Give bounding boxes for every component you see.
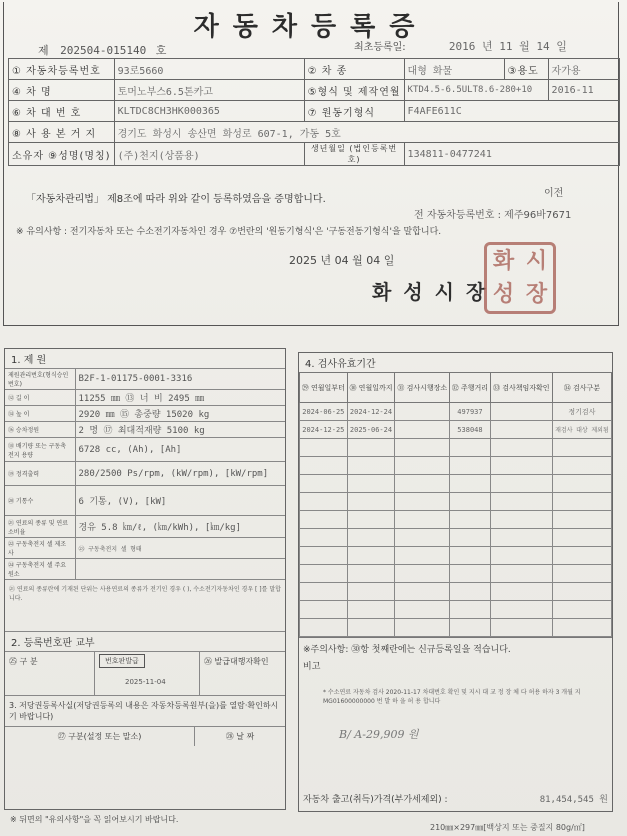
spec-value: 11255 ㎜ ⑬ 너 비 2495 ㎜ (75, 390, 285, 406)
spec-key: ⑫ 길 이 (5, 390, 75, 406)
issue-date: 2025 년 04 월 04 일 (289, 254, 395, 267)
spec-key: ⑯ 승차정원 (5, 422, 75, 438)
issuer-name: 화성시장 (372, 280, 498, 304)
spec-value: ㉓ 구동축전지 셀 형태 (75, 538, 285, 559)
f6-label: ⑥ 차 대 번 호 (9, 101, 115, 122)
mileage: 497937 (450, 403, 490, 421)
f5-value: KTD4.5-6.5ULT8.6-280+10 (404, 80, 548, 101)
spec-value: 2920 ㎜ ⑮ 총중량 15020 kg (75, 406, 285, 422)
f3-value: 자가용 (548, 59, 619, 80)
owner-label: 소유자 (12, 150, 44, 162)
seal-char: 화 (492, 249, 515, 274)
seal-char: 성 (492, 282, 515, 307)
f9-label: ⑨성명(명칭) (48, 150, 111, 162)
reg-no-label: 제 (38, 44, 49, 57)
to-date: 2024-12-24 (347, 403, 395, 421)
reg-no-value: 202504-015140 (60, 44, 147, 57)
notice-text: ※ 유의사항 : 전기자동차 또는 수소전기자동차인 경우 ⑦번란의 '원동기형식'은 '구동전동기형식'을 말합니다. (16, 227, 442, 237)
f2-value: 대형 화물 (404, 59, 504, 80)
from-date: 2024-12-25 (300, 421, 348, 439)
mortgage-header (5, 726, 285, 746)
mileage: 538048 (450, 421, 490, 439)
table-row (300, 421, 612, 439)
mortgage-date-label: ㉘ 날 짜 (225, 732, 255, 741)
inspection-table (299, 372, 612, 637)
plate-stamp: 번호판발급 (99, 654, 145, 668)
mortgage-type-label: ㉗ 구분(설정 또는 말소) (5, 727, 195, 746)
plate-heading: 2. 등록번호판 교부 (5, 631, 285, 651)
f5-date: 2016-11 (548, 80, 619, 101)
f4-label: ④ 차 명 (9, 80, 115, 101)
plate-type-label: ㉕ 구 분 (5, 652, 95, 695)
confirm (490, 421, 552, 439)
previous-reg-number: 전 자동차등록번호 : 제주96바7671 (414, 210, 572, 221)
f6-value: KLTDC8CH3HK000365 (114, 101, 304, 122)
spec-value: 6 기통, (V), [kW] (75, 486, 285, 516)
remark-label: 비고 (303, 662, 321, 672)
spec-value: 2 명 ⑰ 최대적재량 5100 kg (75, 422, 285, 438)
first-registration (354, 38, 567, 54)
table-row (300, 403, 612, 421)
f7-value: F4AFE611C (404, 101, 619, 122)
spec-value (75, 559, 285, 580)
specs-heading: 1. 제 원 (11, 355, 47, 366)
f10-label: 생년월일 (법인등록번호) (304, 143, 404, 166)
inspection-note: ※주의사항: ㉚항 첫째란에는 신규등록일을 적습니다. (299, 637, 612, 659)
seal-char: 시 (525, 249, 548, 274)
f2-label: ② 차 종 (304, 59, 404, 80)
specs-panel (4, 348, 286, 810)
handwritten-note: B/ A-29,909 원 (339, 728, 419, 741)
f10-value: 134811-0477241 (404, 143, 619, 166)
seal-char: 장 (525, 282, 548, 307)
registration-number (38, 42, 166, 58)
registration-section (3, 2, 619, 326)
spec-key: ㉔ 구동축전지 셀 주요 원소 (5, 559, 75, 580)
paper-size: 210㎜×297㎜[백상지 또는 중질지 80g/㎡] (430, 823, 585, 832)
official-seal (484, 242, 556, 314)
certification-text: 「자동차관리법」 제8조에 따라 위와 같이 등록하였음을 증명합니다. (26, 194, 326, 205)
spec-key: ⑲ 정격출력 (5, 462, 75, 486)
reg-no-suffix: 호 (155, 44, 167, 57)
fuel-note: ㉑ 연료의 종류란에 기재된 단위는 사용연료의 종류가 전기인 경우 ( ), 수소전기자동차인 경우 [ ]를 말합니다. (5, 579, 285, 631)
col-from: ㉙ 연월일부터 (300, 373, 348, 403)
spec-key: ㉒ 구동축전지 셀 제조사 (5, 538, 75, 559)
price-value: 81,454,545 원 (539, 795, 608, 805)
inspection-type: 정기검사 (552, 403, 611, 421)
spec-value: 280/2500 Ps/rpm, (kW/rpm), [kW/rpm] (75, 462, 285, 486)
col-km: ㉜ 주행거리 (450, 373, 490, 403)
price-row (303, 792, 608, 805)
plate-stamp-cell (95, 652, 199, 695)
plate-date: 2025-11-04 (125, 678, 166, 686)
first-reg-date: 2016 년 11 월 14 일 (448, 40, 567, 53)
place (395, 421, 450, 439)
f8-value: 경기도 화성시 송산면 화성로 607-1, 가동 5호 (114, 122, 619, 143)
footer-note: ※ 뒤면의 "유의사항"을 꼭 읽어보시기 바랍니다. (10, 815, 179, 824)
f3-label: ③용도 (504, 59, 548, 80)
col-type: ㉞ 검사구분 (552, 373, 611, 403)
spec-key: ⑱ 배기량 또는 구동축전지 용량 (5, 438, 75, 462)
from-date: 2024-06-25 (300, 403, 348, 421)
spec-value: 6728 cc, (Ah), [Ah] (75, 438, 285, 462)
to-date: 2025-06-24 (347, 421, 395, 439)
owner-name-cell (9, 143, 115, 166)
f5-label: ⑤형식 및 제작연월 (304, 80, 404, 101)
confirm (490, 403, 552, 421)
plate-row (5, 651, 285, 695)
previous-label: 이전 (544, 188, 564, 199)
inspection-heading: 4. 검사유효기간 (305, 359, 376, 370)
f7-label: ⑦ 원동기형식 (304, 101, 404, 122)
remark-text: * 수소연료 자동차 검사 2020-11-17 차대번호 확인 및 지시 대 교 정 장 체 다 허용 하자 3 개월 지 MG01600000000 번 발 하 을 허 용 합니다 (323, 689, 581, 705)
col-confirm: ㉝ 검사책임자확인 (490, 373, 552, 403)
registration-table (8, 58, 620, 166)
specs-table (5, 368, 285, 579)
price-label: 자동차 출고(취득)가격(부가세제외) : (303, 795, 448, 805)
first-reg-label: 최초등록일: (354, 42, 406, 53)
spec-key: ⑳ 기통수 (5, 486, 75, 516)
spec-value: B2F-1-01175-0001-3316 (75, 369, 285, 390)
place (395, 403, 450, 421)
spec-value: 경유 5.8 ㎞/ℓ, (㎞/kWh), [㎞/kg] (75, 516, 285, 538)
spec-key: ㉑ 연료의 종류 및 연료소비율 (5, 516, 75, 538)
col-place: ㉛ 검사시행장소 (395, 373, 450, 403)
plate-issue-label: ㉖ 발급대행자확인 (199, 652, 285, 695)
mortgage-heading: 3. 저당권등록사실(저당권등록의 내용은 자동차등록원부(을)를 열람·확인하시기 바랍니다) (5, 695, 285, 726)
f1-label: ① 자동차등록번호 (9, 59, 115, 80)
f1-value: 93로5660 (114, 59, 304, 80)
spec-key: 제원관리번호(형식승인번호) (5, 369, 75, 390)
f4-value: 토머노부스6.5톤카고 (114, 80, 304, 101)
col-to: ㉚ 연월일까지 (347, 373, 395, 403)
f8-label: ⑧ 사 용 본 거 지 (9, 122, 115, 143)
inspection-type: 재검사 대상 제외됨 (552, 421, 611, 439)
document-title: 자동차등록증 (193, 12, 429, 42)
f9-value: (주)천지(상품용) (114, 143, 304, 166)
spec-key: ⑭ 높 이 (5, 406, 75, 422)
inspection-panel (298, 352, 613, 812)
